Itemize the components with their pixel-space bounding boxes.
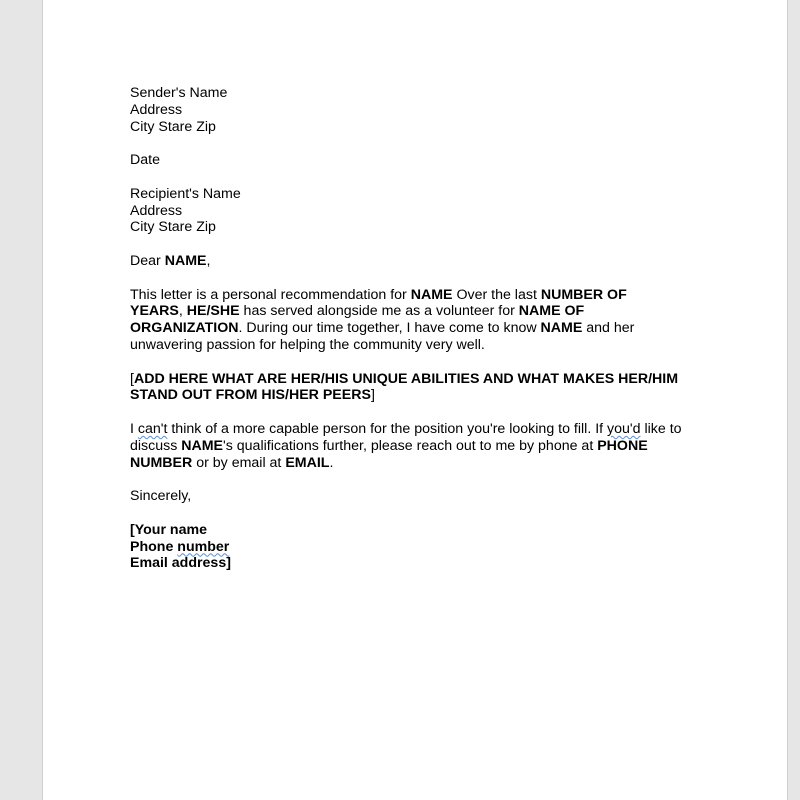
sender-address: Address <box>130 101 183 118</box>
p2-bracket: [ <box>130 370 134 387</box>
p1-bold: NAME <box>540 320 583 337</box>
p3-bold: NAME <box>181 437 224 454</box>
p2-bold: ADD HERE WHAT ARE HER/HIS UNIQUE ABILITIES AND WHAT MAKES HER/HIM <box>133 370 679 387</box>
p1-text: Over the last <box>452 286 541 303</box>
signature-phone: Phone <box>130 538 178 555</box>
letter-body[interactable] <box>130 85 710 572</box>
p3-bold: PHONE <box>597 437 648 454</box>
signature-block <box>130 522 710 572</box>
closing-text: Sincerely, <box>130 488 192 505</box>
p1-bold: ORGANIZATION <box>130 320 239 337</box>
recipient-address: Address <box>130 202 183 219</box>
paragraph-1 <box>130 287 710 354</box>
recipient-block <box>130 186 710 236</box>
salutation-prefix: Dear <box>130 252 165 269</box>
p1-bold: YEARS <box>130 303 179 320</box>
p3-text: . <box>329 454 334 471</box>
spellcheck-word[interactable]: number <box>177 538 230 555</box>
closing <box>130 488 710 505</box>
p1-text: This letter is a personal recommendation for <box>130 286 411 303</box>
paragraph-2 <box>130 371 710 405</box>
sender-name: Sender's Name <box>130 85 228 101</box>
salutation-suffix: , <box>206 252 211 269</box>
p1-bold: NAME <box>410 286 453 303</box>
signature-name: [Your name <box>130 521 207 538</box>
p3-bold: EMAIL <box>285 454 330 471</box>
p3-text: 's qualifications further, please reach out to me by phone at <box>223 437 598 454</box>
salutation-name: NAME <box>164 252 207 269</box>
p3-bold: NUMBER <box>130 454 193 471</box>
p3-text: I <box>130 420 138 437</box>
paragraph-3 <box>130 421 710 471</box>
p1-text: and her <box>582 320 635 337</box>
p1-text: . During our time together, I have come to know <box>238 320 541 337</box>
sender-block <box>130 85 710 135</box>
p1-bold: NAME OF <box>518 303 585 320</box>
date-text: Date <box>130 152 160 169</box>
p1-text: , <box>178 303 187 320</box>
p1-text: has served alongside me as a volunteer for <box>239 303 519 320</box>
p1-bold: NUMBER OF <box>540 286 627 303</box>
left-gutter <box>0 0 42 800</box>
p1-text: unwavering passion for helping the community very well. <box>130 336 485 353</box>
signature-email: Email address] <box>130 555 231 572</box>
p3-text: discuss <box>130 437 182 454</box>
right-gutter <box>788 0 800 800</box>
recipient-name: Recipient's Name <box>130 185 241 202</box>
salutation <box>130 253 710 270</box>
p2-bold: STAND OUT FROM HIS/HER PEERS <box>130 387 371 404</box>
recipient-city: City Stare Zip <box>130 219 216 236</box>
p2-bracket: ] <box>370 387 375 404</box>
p3-text: think of a more capable person for the position you're looking to fill. If <box>167 420 608 437</box>
document-page[interactable] <box>42 0 788 800</box>
spellcheck-word[interactable]: can't <box>137 420 168 437</box>
spellcheck-word[interactable]: you'd <box>607 420 641 437</box>
p1-bold: HE/SHE <box>186 303 240 320</box>
date-line <box>130 152 710 169</box>
sender-city: City Stare Zip <box>130 118 216 135</box>
p3-text: like to <box>640 420 682 437</box>
p3-text: or by email at <box>192 454 286 471</box>
